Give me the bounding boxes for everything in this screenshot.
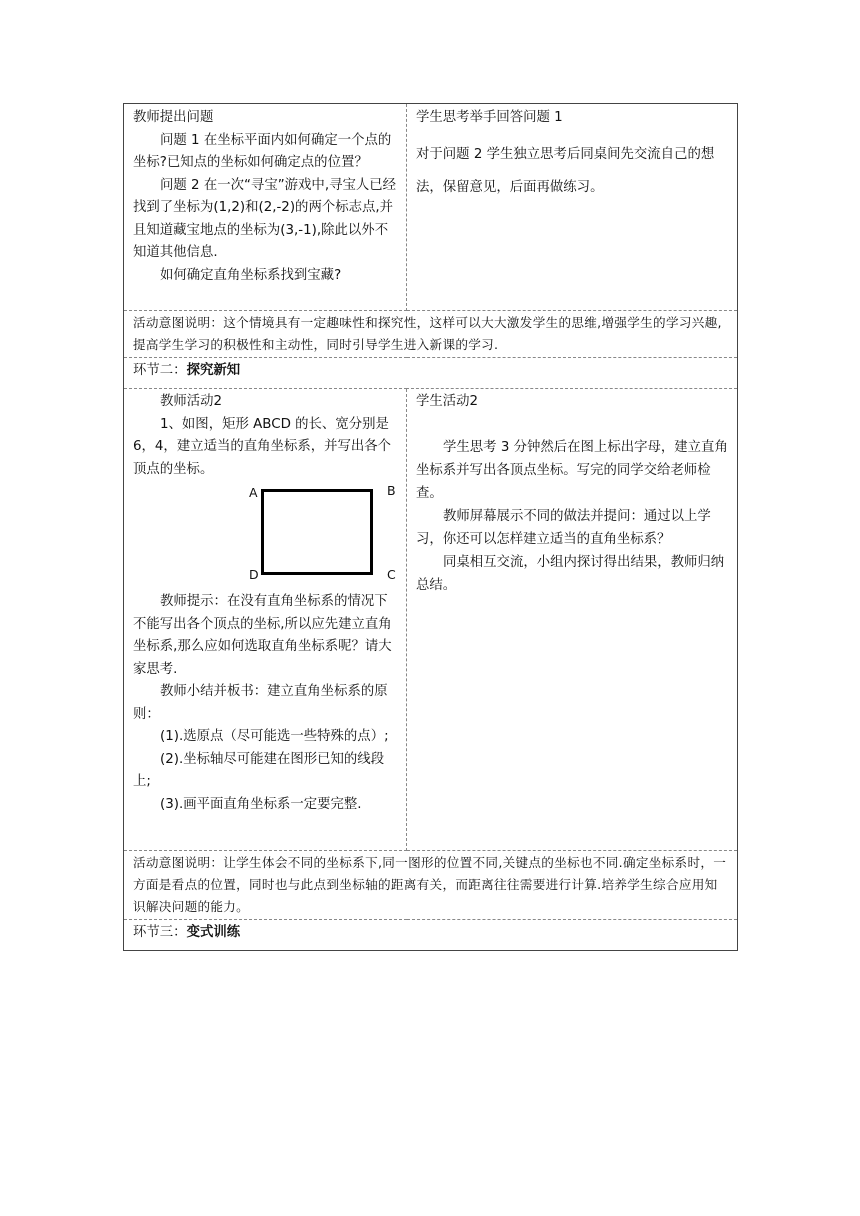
vertex-label-b: B xyxy=(387,483,396,498)
stage-3-row xyxy=(124,920,738,951)
student-answer-line-2: 对于问题 2 学生独立思考后同桌间先交流自己的想法，保留意见，后面再做练习。 xyxy=(416,146,715,195)
rectangle-task: 1、如图，矩形 ABCD 的长、宽分别是 6，4，建立适当的直角坐标系，并写出各个顶点的坐标。 xyxy=(133,416,392,477)
rectangle-abcd-shape xyxy=(261,489,373,575)
stage-2-row xyxy=(124,358,738,389)
stage-2-heading xyxy=(124,358,738,389)
teacher-activity-2-cell xyxy=(124,389,407,851)
teacher-activity-2-title: 教师活动2 xyxy=(160,394,223,409)
vertex-label-d: D xyxy=(249,567,259,582)
rectangle-abcd-figure xyxy=(133,481,400,587)
question-2: 问题 2 在一次“寻宝”游戏中,寻宝人已经找到了坐标为(1,2)和(2,-2)的两个标志点,并且知道藏宝地点的坐标为(3,-1),除此以外不知道其他信息. xyxy=(133,177,397,260)
student-activity-2-p1: 学生思考 3 分钟然后在图上标出字母，建立直角坐标系并写出各顶点坐标。写完的同学交给老师检查。 xyxy=(416,439,728,501)
lesson-plan-table xyxy=(123,103,738,951)
vertex-label-c: C xyxy=(387,567,396,582)
stage-2-name: 探究新知 xyxy=(186,363,241,378)
teacher-hint: 教师提示：在没有直角坐标系的情况下不能写出各个顶点的坐标,所以应先建立直角坐标系,那么应如何选取直角坐标系呢？请大家思考. xyxy=(133,594,392,677)
intent-row-2 xyxy=(124,851,738,920)
student-activity-2-p2: 教师屏幕展示不同的做法并提问：通过以上学习，你还可以怎样建立适当的直角坐标系？ xyxy=(416,508,711,547)
student-activity-2-p3: 同桌相互交流，小组内探讨得出结果，教师归纳总结。 xyxy=(416,554,725,593)
activity-intent-note-1: 活动意图说明：这个情境具有一定趣味性和探究性，这样可以大大激发学生的思维,增强学生的学习兴趣,提高学生学习的积极性和主动性，同时引导学生进入新课的学习. xyxy=(124,311,738,358)
intent-row-1 xyxy=(124,311,738,358)
teacher-question-cell xyxy=(124,104,407,311)
student-answer-line-1: 学生思考举手回答问题 1 xyxy=(416,110,563,125)
question-1: 问题 1 在坐标平面内如何确定一个点的坐标?已知点的坐标如何确定点的位置？ xyxy=(133,132,392,170)
activity-intent-note-2: 活动意图说明：让学生体会不同的坐标系下,同一图形的位置不同,关键点的坐标也不同.确定坐标系时，一方面是看点的位置，同时也与此点到坐标轴的距离有关，而距离往往需要进行计算.培养学生综合应用知识解决问题的能力。 xyxy=(124,851,738,920)
rule-2: (2).坐标轴尽可能建在图形已知的线段上; xyxy=(133,751,385,789)
stage-3-heading xyxy=(124,920,738,951)
stage-2-prefix: 环节二： xyxy=(133,363,187,378)
question-3: 如何确定直角坐标系找到宝藏? xyxy=(160,267,342,283)
rule-3: (3).画平面直角坐标系一定要完整. xyxy=(160,796,362,812)
student-answer-cell xyxy=(407,104,738,311)
student-activity-2-title: 学生活动2 xyxy=(416,394,479,409)
student-activity-2-cell xyxy=(407,389,738,851)
stage-3-name: 变式训练 xyxy=(186,925,241,940)
rule-1: (1).选原点（尽可能选一些特殊的点）; xyxy=(160,729,389,744)
activity-2-row xyxy=(124,389,738,851)
teacher-summary: 教师小结并板书：建立直角坐标系的原则： xyxy=(133,684,388,722)
lesson-plan-sheet xyxy=(123,103,737,951)
stage-3-prefix: 环节三： xyxy=(133,925,187,940)
teacher-question-title: 教师提出问题 xyxy=(133,110,214,125)
vertex-label-a: A xyxy=(249,485,258,500)
intro-row xyxy=(124,104,738,311)
